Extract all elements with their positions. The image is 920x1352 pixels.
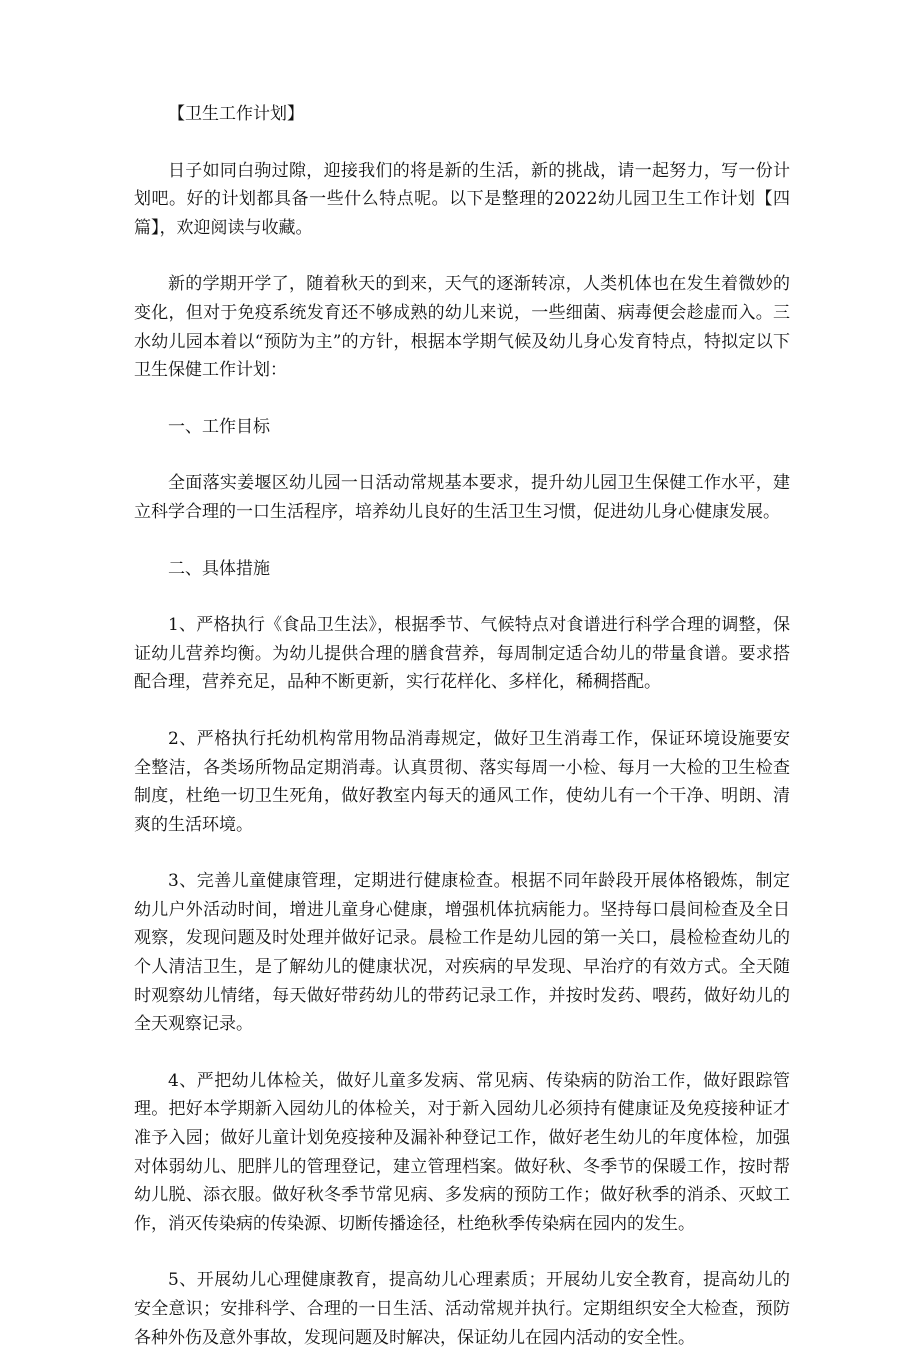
paragraph-gap bbox=[134, 385, 790, 413]
paragraph-gap bbox=[134, 441, 790, 469]
paragraph-gap bbox=[134, 697, 790, 725]
measure-paragraph-4: 4、严把幼儿体检关，做好儿童多发病、常见病、传染病的防治工作，做好跟踪管理。把好本学期新入园幼儿的体检关，对于新入园幼儿必须持有健康证及免疫接种证才准予入园；做好儿童计划免疫接种及漏补种登记工作，做好老生幼儿的年度体检，加强对体弱幼儿、肥胖儿的管理登记，建立管理档案。做好秋、冬季节的保暖工作，按时帮幼儿脱、添衣服。做好秋冬季节常见病、多发病的预防工作；做好秋季的消杀、灭蚊工作，消灭传染病的传染源、切断传播途径，杜绝秋季传染病在园内的发生。 bbox=[134, 1070, 790, 1234]
document-title: 【卫生工作计划】 bbox=[168, 104, 304, 124]
paragraph-gap bbox=[134, 839, 790, 867]
measure-paragraph-3: 3、完善儿童健康管理，定期进行健康检查。根据不同年龄段开展体格锻炼，制定幼儿户外活动时间，增进儿童身心健康，增强机体抗病能力。坚持每口晨间检查及全日观察，发现问题及时处理并做好记录。晨检工作是幼儿园的第一关口，晨检检查幼儿的个人清洁卫生，是了解幼儿的健康状况，对疾病的早发现、早治疗的有效方式。全天随时观察幼儿情绪，每天做好带药幼儿的带药记录工作，并按时发药、喂药，做好幼儿的全天观察记录。 bbox=[134, 871, 790, 1035]
section-heading-goals: 一、工作目标 bbox=[168, 416, 270, 437]
measure-paragraph-2: 2、严格执行托幼机构常用物品消毒规定，做好卫生消毒工作，保证环境设施要安全整洁，各类场所物品定期消毒。认真贯彻、落实每周一小检、每月一大检的卫生检查制度，杜绝一切卫生死角，做好教室内每天的通风工作，使幼儿有一个干净、明朗、清爽的生活环境。 bbox=[134, 728, 790, 835]
measure-paragraph-5: 5、开展幼儿心理健康教育，提高幼儿心理素质；开展幼儿安全教育，提高幼儿的安全意识；安排科学、合理的一日生活、活动常规并执行。定期组织安全大检查，预防各种外伤及意外事故，发现问题及时解决，保证幼儿在园内活动的安全性。 bbox=[134, 1270, 790, 1348]
paragraph-gap bbox=[134, 1238, 790, 1266]
paragraph-gap bbox=[134, 527, 790, 555]
paragraph-gap bbox=[134, 129, 790, 157]
section-heading-measures: 二、具体措施 bbox=[168, 558, 270, 579]
background-paragraph: 新的学期开学了，随着秋天的到来，天气的逐渐转凉，人类机体也在发生着微妙的变化，但对于免疫系统发育还不够成熟的幼儿来说，一些细菌、病毒便会趁虚而入。三水幼儿园本着以“预防为主”的方针，根据本学期气候及幼儿身心发育特点，特拟定以下卫生保健工作计划： bbox=[134, 274, 790, 381]
paragraph-gap bbox=[134, 583, 790, 611]
measure-paragraph-1: 1、严格执行《食品卫生法》，根据季节、气候特点对食谱进行科学合理的调整，保证幼儿营养均衡。为幼儿提供合理的膳食营养，每周制定适合幼儿的带量食谱。要求搭配合理，营养充足，品种不断更新，实行花样化、多样化，稀稠搭配。 bbox=[134, 615, 790, 693]
document-page bbox=[134, 100, 790, 1352]
paragraph-gap bbox=[134, 1039, 790, 1067]
paragraph-gap bbox=[134, 242, 790, 270]
intro-paragraph: 日子如同白驹过隙，迎接我们的将是新的生活，新的挑战，请一起努力，写一份计划吧。好的计划都具备一些什么特点呢。以下是整理的2022幼儿园卫生工作计划【四篇】，欢迎阅读与收藏。 bbox=[134, 160, 790, 238]
goals-paragraph: 全面落实姜堰区幼儿园一日活动常规基本要求，提升幼儿园卫生保健工作水平，建立科学合理的一口生活程序，培养幼儿良好的生活卫生习惯，促进幼儿身心健康发展。 bbox=[134, 473, 790, 522]
